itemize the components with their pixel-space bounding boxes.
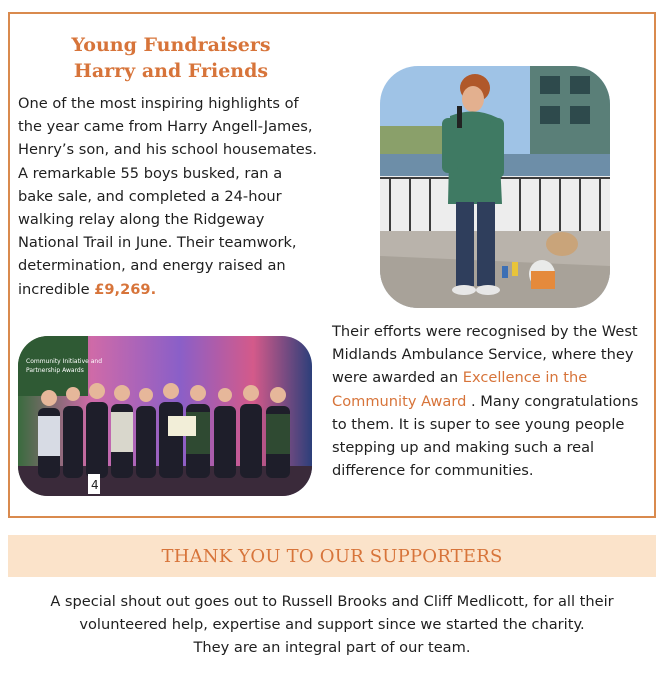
table-number: 4 (91, 478, 99, 492)
supporters-message (8, 590, 656, 660)
amount-suffix: . (150, 280, 157, 298)
supporters-line-3: They are an integral part of our team. (193, 639, 471, 657)
backdrop-text-1: Community Initiative and (26, 358, 103, 365)
recognition-paragraph (332, 320, 652, 482)
section-title (26, 32, 316, 84)
intro-paragraph (18, 92, 318, 301)
intro-text: One of the most inspiring highlights of the year came from Harry Angell-James, Henry’s son, and his school housemates. A remarkable 55 boys busked, ran a bake sale, and completed a 24-hour walking relay along the Ridgeway National Trail in June. Their teamwork, determination, and energy raised an incredible (18, 95, 317, 298)
supporters-banner (8, 535, 656, 577)
recognition-text-after: . Many congratulations to them. It is super to see young people stepping up and making such a real difference for communities. (332, 392, 639, 480)
recognition-text-before: Their efforts were recognised by the West Midlands Ambulance Service, where they were awarded an (332, 323, 638, 387)
title-line-2: Harry and Friends (73, 60, 269, 82)
title-line-1: Young Fundraisers (71, 34, 271, 56)
supporters-line-1: A special shout out goes out to Russell Brooks and Cliff Medlicott, for all their (50, 593, 614, 610)
backdrop-text-2: Partnership Awards (26, 367, 84, 374)
award-ceremony-photo (18, 336, 312, 496)
amount-raised: £9,269 (94, 280, 151, 298)
fundraisers-card (8, 12, 656, 518)
supporters-line-2: volunteered help, expertise and support since we started the charity. (79, 616, 585, 634)
supporters-banner-title: THANK YOU TO OUR SUPPORTERS (161, 545, 503, 567)
busking-photo (380, 66, 610, 308)
award-name-link[interactable]: Excellence in the Community Award (332, 369, 588, 410)
